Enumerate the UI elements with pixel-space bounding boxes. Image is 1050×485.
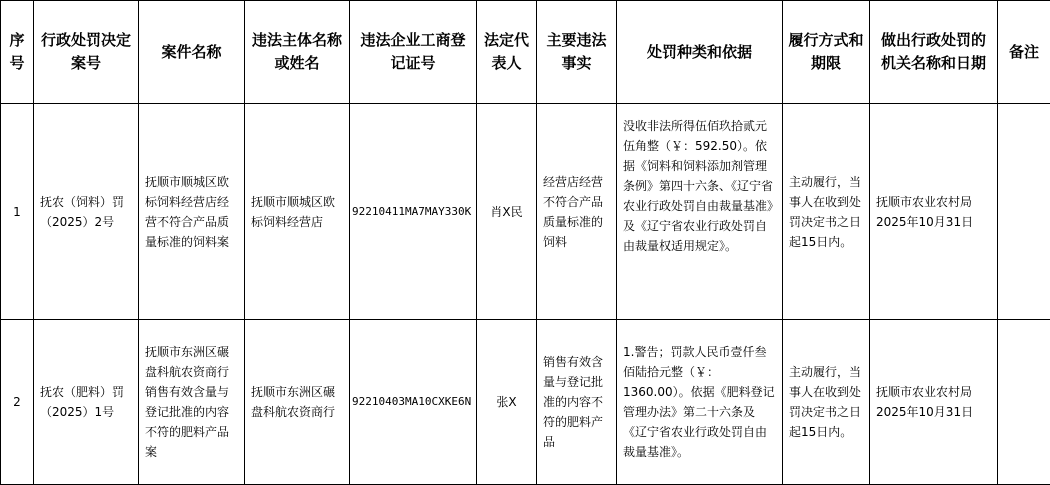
cell-facts: 经营店经营不符合产品质量标准的饲料 [537,104,617,320]
cell-reg-no: 92210403MA10CXKE6N [350,320,477,485]
header-reg-no: 违法企业工商登记证号 [350,1,477,104]
cell-remark [998,104,1050,320]
cell-rep: 张X [477,320,537,485]
cell-subject: 抚顺市东洲区碾盘科航农资商行 [245,320,350,485]
header-penalty: 处罚种类和依据 [617,1,783,104]
header-facts: 主要违法事实 [537,1,617,104]
cell-case-no: 抚农（饲料）罚（2025）2号 [34,104,139,320]
cell-authority: 抚顺市农业农村局2025年10月31日 [870,320,998,485]
cell-case-no: 抚农（肥料）罚（2025）1号 [34,320,139,485]
table-row [1,320,1050,485]
cell-case-name: 抚顺市顺城区欧标饲料经营店经营不符合产品质量标准的饲料案 [139,104,245,320]
cell-remark [998,320,1050,485]
cell-performance: 主动履行，当事人在收到处罚决定书之日起15日内。 [783,320,870,485]
table-row [1,104,1050,320]
cell-index: 2 [1,320,34,485]
header-authority: 做出行政处罚的机关名称和日期 [870,1,998,104]
cell-facts: 销售有效含量与登记批准的内容不符的肥料产品 [537,320,617,485]
header-case-name: 案件名称 [139,1,245,104]
header-rep: 法定代表人 [477,1,537,104]
cell-performance: 主动履行，当事人在收到处罚决定书之日起15日内。 [783,104,870,320]
cell-penalty: 1.警告；罚款人民币壹仟叁佰陆拾元整（￥：1360.00）。依据《肥料登记管理办法》第二十六条及《辽宁省农业行政处罚自由裁量基准》。 [617,320,783,485]
header-row [1,1,1050,104]
cell-penalty: 没收非法所得伍佰玖拾贰元伍角整（￥：592.50）。依据《饲料和饲料添加剂管理条例》第四十六条、《辽宁省农业行政处罚自由裁量基准》及《辽宁省农业行政处罚自由裁量权适用规定》。 [617,104,783,320]
header-index: 序号 [1,1,34,104]
header-performance: 履行方式和期限 [783,1,870,104]
header-subject: 违法主体名称或姓名 [245,1,350,104]
cell-case-name: 抚顺市东洲区碾盘科航农资商行销售有效含量与登记批准的内容不符的肥料产品案 [139,320,245,485]
header-case-no: 行政处罚决定案号 [34,1,139,104]
cell-authority: 抚顺市农业农村局2025年10月31日 [870,104,998,320]
header-remark: 备注 [998,1,1050,104]
cell-subject: 抚顺市顺城区欧标饲料经营店 [245,104,350,320]
cell-index: 1 [1,104,34,320]
cell-reg-no: 92210411MA7MAY330K [350,104,477,320]
cell-rep: 肖X民 [477,104,537,320]
